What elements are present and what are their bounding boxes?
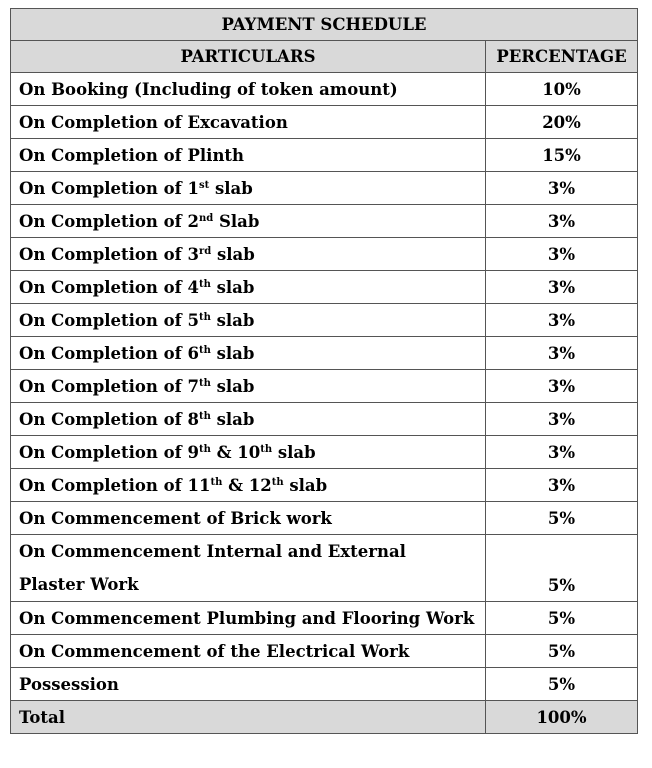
particular-cell: [11, 535, 486, 602]
particulars-header: PARTICULARS: [11, 41, 486, 73]
table-row: [11, 271, 638, 304]
particular-text-end: slab: [210, 277, 255, 297]
ordinal-suffix: st: [198, 179, 210, 191]
percentage-cell: 5%: [486, 668, 638, 701]
ordinal-suffix-2: th: [260, 443, 273, 455]
particular-text: Possession: [19, 674, 119, 694]
percentage-cell: 20%: [486, 106, 638, 139]
percentage-cell: 3%: [486, 205, 638, 238]
table-row: [11, 370, 638, 403]
particular-text-end: slab: [210, 376, 255, 396]
table-row: [11, 238, 638, 271]
percentage-cell: 5%: [486, 635, 638, 668]
ordinal-suffix: th: [198, 278, 211, 290]
total-row: [11, 701, 638, 734]
table-row: [11, 635, 638, 668]
particular-text: On Completion of 7: [19, 376, 199, 396]
percentage-cell: 3%: [486, 370, 638, 403]
particular-text-mid: & 10: [210, 442, 261, 462]
particular-text: On Completion of Plinth: [19, 145, 245, 165]
table-row: [11, 535, 638, 602]
percentage-cell: 3%: [486, 271, 638, 304]
particular-cell: [11, 172, 486, 205]
particular-text-end: slab: [210, 409, 255, 429]
payment-schedule-table: [10, 8, 638, 734]
table-row: [11, 502, 638, 535]
particular-text: On Commencement Plumbing and Flooring Work: [19, 608, 475, 628]
table-row: [11, 668, 638, 701]
particular-cell: [11, 271, 486, 304]
particular-cell: [11, 469, 486, 502]
particular-text: On Completion of 2: [19, 211, 199, 231]
ordinal-suffix: th: [210, 476, 223, 488]
particular-text: On Completion of 11: [19, 475, 211, 495]
table-row: [11, 106, 638, 139]
particular-text-end: slab: [210, 343, 255, 363]
ordinal-suffix: nd: [198, 212, 214, 224]
particular-text-end: slab: [272, 442, 316, 462]
table-row: [11, 403, 638, 436]
percentage-cell: 3%: [486, 469, 638, 502]
particular-text: On Completion of 8: [19, 409, 199, 429]
particular-cell: [11, 205, 486, 238]
particular-cell: [11, 337, 486, 370]
particular-cell: [11, 403, 486, 436]
total-label: Total: [11, 701, 486, 734]
table-row: [11, 139, 638, 172]
percentage-cell: 5%: [486, 502, 638, 535]
table-row: [11, 436, 638, 469]
percentage-cell: 3%: [486, 436, 638, 469]
particular-cell: [11, 668, 486, 701]
particular-text: On Commencement of Brick work: [19, 508, 332, 528]
particular-text: On Completion of 5: [19, 310, 199, 330]
particular-text-end: slab: [283, 475, 328, 495]
table-row: [11, 172, 638, 205]
ordinal-suffix: rd: [198, 245, 212, 257]
particular-text: On Completion of 6: [19, 343, 199, 363]
particular-cell: [11, 635, 486, 668]
ordinal-suffix: th: [198, 377, 211, 389]
particular-text: On Completion of Excavation: [19, 112, 288, 132]
particular-text: On Booking (Including of token amount): [19, 79, 398, 99]
particular-cell: [11, 73, 486, 106]
percentage-cell: 5%: [486, 535, 638, 602]
ordinal-suffix-2: th: [271, 476, 284, 488]
particular-cell: [11, 304, 486, 337]
table-row: [11, 304, 638, 337]
percentage-cell: 3%: [486, 172, 638, 205]
particular-text-end: slab: [211, 244, 255, 264]
particular-text: On Completion of 3: [19, 244, 199, 264]
percentage-cell: 3%: [486, 403, 638, 436]
particular-text-mid: & 12: [222, 475, 272, 495]
particular-cell: [11, 370, 486, 403]
percentage-cell: 10%: [486, 73, 638, 106]
particular-cell: [11, 106, 486, 139]
particular-text-end: Slab: [213, 211, 260, 231]
particular-text: On Commencement Internal and External Plaster Work: [19, 542, 406, 594]
percentage-cell: 3%: [486, 304, 638, 337]
total-percentage: 100%: [486, 701, 638, 734]
particular-text: On Completion of 1: [19, 178, 199, 198]
percentage-cell: 3%: [486, 337, 638, 370]
particular-cell: [11, 238, 486, 271]
particular-text: On Commencement of the Electrical Work: [19, 641, 410, 661]
ordinal-suffix: th: [198, 311, 211, 323]
table-title: PAYMENT SCHEDULE: [11, 9, 638, 41]
table-row: [11, 337, 638, 370]
particular-text: On Completion of 9: [19, 442, 199, 462]
ordinal-suffix: th: [198, 344, 211, 356]
table-row: [11, 205, 638, 238]
percentage-header: PERCENTAGE: [486, 41, 638, 73]
particular-cell: [11, 602, 486, 635]
particular-text-end: slab: [209, 178, 253, 198]
header-row: [11, 41, 638, 73]
particular-cell: [11, 139, 486, 172]
title-row: [11, 9, 638, 41]
table-row: [11, 602, 638, 635]
particular-text-end: slab: [210, 310, 255, 330]
ordinal-suffix: th: [198, 410, 211, 422]
particular-text: On Completion of 4: [19, 277, 199, 297]
particular-cell: [11, 502, 486, 535]
percentage-cell: 5%: [486, 602, 638, 635]
percentage-cell: 3%: [486, 238, 638, 271]
particular-cell: [11, 436, 486, 469]
percentage-cell: 15%: [486, 139, 638, 172]
ordinal-suffix: th: [198, 443, 211, 455]
table-row: [11, 73, 638, 106]
table-row: [11, 469, 638, 502]
